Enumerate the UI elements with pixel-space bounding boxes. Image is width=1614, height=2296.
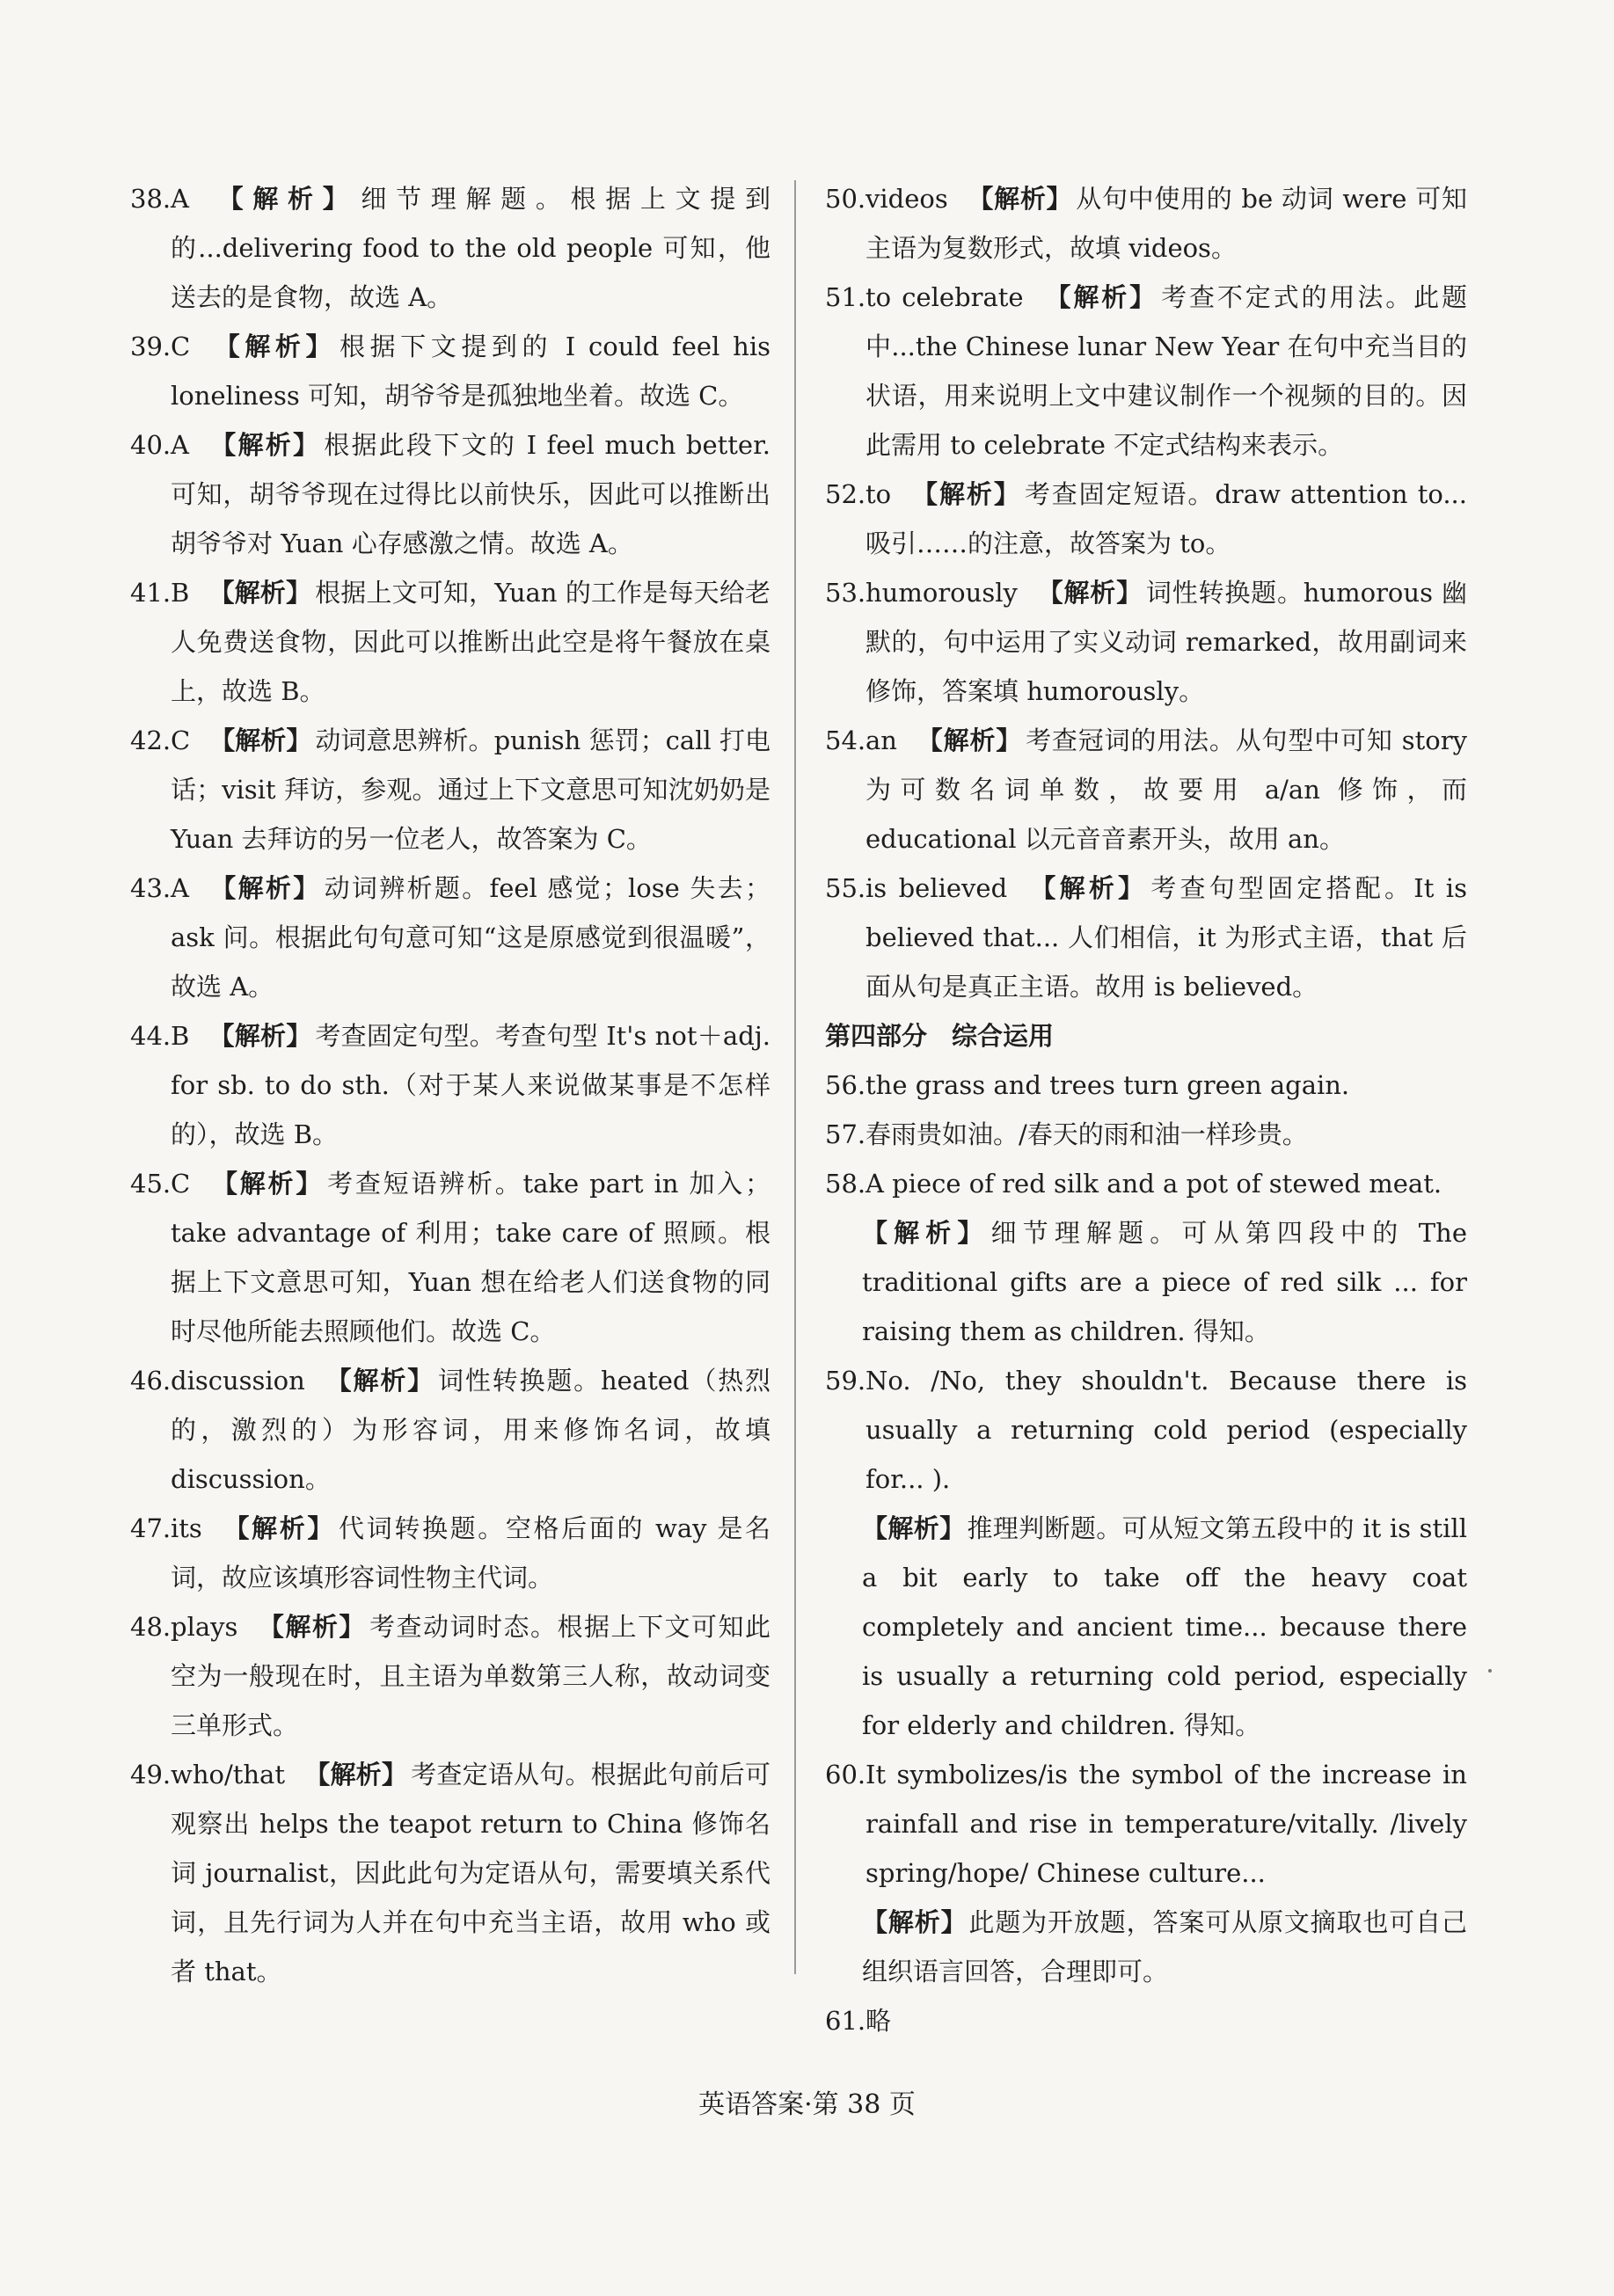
answer-item-54 <box>825 716 1467 864</box>
analysis-tag: 【解析】 <box>208 1021 312 1051</box>
explanation: 代词转换题。空格后面的 way 是名词，故应该填形容词性物主代词。 <box>171 1513 770 1593</box>
item-number: 43. <box>130 873 172 903</box>
answer: C <box>171 725 191 755</box>
analysis-tag: 【解析】 <box>304 1760 408 1789</box>
item-number: 38. <box>130 184 172 214</box>
answer: A <box>171 184 189 214</box>
item-number: 61. <box>825 2006 866 2036</box>
item-number: 52. <box>825 479 866 509</box>
explanation: 考查固定句型。考查句型 It's not＋adj. for sb. to do sth.（对于某人来说做某事是不怎样的），故选 B。 <box>171 1021 770 1149</box>
column-divider <box>794 180 796 1974</box>
answer-item-56 <box>825 1061 1467 1110</box>
analysis-tag: 【解析】 <box>208 578 312 608</box>
analysis-59 <box>825 1504 1467 1750</box>
analysis-tag: 【解析】 <box>209 1169 325 1199</box>
explanation: 根据上文可知，Yuan 的工作是每天给老人免费送食物，因此可以推断出此空是将午餐放在桌上，故选 B。 <box>171 578 770 706</box>
answer-item-52 <box>825 470 1467 568</box>
item-number: 59. <box>825 1366 866 1396</box>
explanation: 考查句型固定搭配。It is believed that... 人们相信，it 为形式主语，that 后面从句是真正主语。故用 is believed。 <box>865 873 1467 1002</box>
answer: C <box>171 332 191 361</box>
explanation: 从句中使用的 be 动词 were 可知主语为复数形式，故填 videos。 <box>865 184 1467 263</box>
answer-item-40 <box>130 420 770 568</box>
page-footer <box>0 2082 1614 2121</box>
explanation: 词性转换题。humorous 幽默的，句中运用了实义动词 remarked，故用副词来修饰，答案填 humorously。 <box>865 578 1467 706</box>
item-number: 42. <box>130 725 172 755</box>
answer: its <box>171 1513 202 1543</box>
answer: B <box>171 578 190 608</box>
explanation: 根据下文提到的 I could feel his loneliness 可知，胡爷爷是孤独地坐着。故选 C。 <box>171 332 770 411</box>
item-number: 50. <box>825 184 866 214</box>
analysis-tag: 【解析】 <box>1036 578 1143 608</box>
item-number: 51. <box>825 282 866 312</box>
item-number: 48. <box>130 1612 172 1642</box>
analysis-tag: 【解析】 <box>209 332 337 361</box>
answer-item-47 <box>130 1504 770 1602</box>
explanation: 考查动词时态。根据上下文可知此空为一般现在时，且主语为单数第三人称，故动词变三单形式。 <box>171 1612 770 1740</box>
scan-dot <box>1488 1669 1492 1673</box>
explanation: 推理判断题。可从短文第五段中的 it is still a bit early to take off the heavy coat completely and ancient time... because there is usually a returning cold period, especially for elderly and children. 得知。 <box>862 1513 1467 1740</box>
answer: B <box>171 1021 190 1051</box>
answer-item-50 <box>825 174 1467 273</box>
answer: the grass and trees turn green again. <box>865 1070 1350 1100</box>
item-number: 60. <box>825 1760 866 1789</box>
item-number: 41. <box>130 578 172 608</box>
answer: plays <box>171 1612 238 1642</box>
explanation: 细节理解题。可从第四段中的 The traditional gifts are a piece of red silk ... for raising them as children. 得知。 <box>862 1218 1467 1346</box>
item-number: 56. <box>825 1070 866 1100</box>
explanation: 考查固定短语。draw attention to... 吸引……的注意，故答案为 to。 <box>865 479 1467 558</box>
answer: 春雨贵如油。/春天的雨和油一样珍贵。 <box>865 1119 1308 1149</box>
analysis-tag: 【解析】 <box>208 184 358 214</box>
answer: is believed <box>865 873 1008 903</box>
item-number: 57. <box>825 1119 866 1149</box>
left-column <box>130 174 770 1996</box>
analysis-tag: 【解析】 <box>221 1513 336 1543</box>
answer: who/that <box>171 1760 286 1789</box>
answer-item-49 <box>130 1750 770 1996</box>
answer-item-55 <box>825 864 1467 1011</box>
analysis-tag: 【解析】 <box>916 725 1023 755</box>
answer-item-48 <box>130 1602 770 1750</box>
analysis-tag: 【解析】 <box>257 1612 366 1642</box>
footer-separator: · <box>804 2089 813 2120</box>
item-number: 44. <box>130 1021 172 1051</box>
answer-item-58 <box>825 1159 1467 1208</box>
item-number: 47. <box>130 1513 172 1543</box>
analysis-tag: 【解析】 <box>862 1907 968 1937</box>
answer-item-59 <box>825 1356 1467 1504</box>
footer-page-number: 第 38 页 <box>812 2089 916 2120</box>
item-number: 40. <box>130 430 172 460</box>
item-number: 53. <box>825 578 866 608</box>
answer: discussion <box>171 1366 305 1396</box>
section-part: 第四部分 <box>825 1021 928 1051</box>
answer-item-42 <box>130 716 770 864</box>
item-number: 45. <box>130 1169 172 1199</box>
explanation: 动词意思辨析。punish 惩罚；call 打电话；visit 拜访，参观。通过上下文意思可知沈奶奶是 Yuan 去拜访的另一位老人，故答案为 C。 <box>171 725 770 854</box>
explanation: 词性转换题。heated（热烈的，激烈的）为形容词，用来修饰名词，故填 discussion。 <box>171 1366 770 1494</box>
analysis-tag: 【解析】 <box>208 430 321 460</box>
answer: 略 <box>865 2006 892 2036</box>
answer-item-57 <box>825 1110 1467 1159</box>
analysis-tag: 【解析】 <box>862 1513 966 1543</box>
analysis-tag: 【解析】 <box>208 873 321 903</box>
answer: videos <box>865 184 948 214</box>
analysis-60 <box>825 1898 1467 1996</box>
answer: A <box>171 873 189 903</box>
answer: to <box>865 479 892 509</box>
section-heading <box>825 1011 1467 1061</box>
item-number: 54. <box>825 725 866 755</box>
right-column <box>825 174 1467 2045</box>
answer-item-38 <box>130 174 770 322</box>
answer-item-46 <box>130 1356 770 1504</box>
answer-item-45 <box>130 1159 770 1356</box>
answer: A piece of red silk and a pot of stewed meat. <box>865 1169 1442 1199</box>
explanation: 此题为开放题，答案可从原文摘取也可自己组织语言回答，合理即可。 <box>862 1907 1467 1986</box>
answer: humorously <box>865 578 1018 608</box>
answer-item-60 <box>825 1750 1467 1898</box>
analysis-tag: 【解析】 <box>209 725 312 755</box>
analysis-tag: 【解析】 <box>1042 282 1158 312</box>
answer-item-41 <box>130 568 770 716</box>
answer-item-44 <box>130 1011 770 1159</box>
answer-item-43 <box>130 864 770 1011</box>
analysis-tag: 【解析】 <box>324 1366 435 1396</box>
analysis-tag: 【解析】 <box>862 1218 990 1248</box>
section-title: 综合运用 <box>952 1021 1055 1051</box>
answer-item-61 <box>825 1996 1467 2045</box>
answer: It symbolizes/is the symbol of the increase in rainfall and rise in temperature/vitally. /lively spring/hope/ Chinese culture... <box>865 1760 1467 1888</box>
item-number: 39. <box>130 332 172 361</box>
explanation: 考查冠词的用法。从句型中可知 story 为可数名词单数，故要用 a/an 修饰，而 educational 以元音音素开头，故用 an。 <box>865 725 1467 854</box>
explanation: 动词辨析题。feel 感觉；lose 失去；ask 问。根据此句句意可知“这是原感觉到很温暖”，故选 A。 <box>171 873 770 1002</box>
answer: A <box>171 430 189 460</box>
item-number: 58. <box>825 1169 866 1199</box>
explanation: 考查定语从句。根据此句前后可观察出 helps the teapot return to China 修饰名词 journalist，因此此句为定语从句，需要填关系代词，且先行词为人并在句中充当主语，故用 who 或者 that。 <box>171 1760 770 1986</box>
item-number: 46. <box>130 1366 172 1396</box>
answer-item-51 <box>825 273 1467 470</box>
answer: C <box>171 1169 191 1199</box>
analysis-tag: 【解析】 <box>967 184 1073 214</box>
answer-item-39 <box>130 322 770 420</box>
explanation: 细节理解题。根据上文提到的...delivering food to the old people 可知，他送去的是食物，故选 A。 <box>171 184 770 312</box>
answer: to celebrate <box>865 282 1024 312</box>
answer: No. /No, they shouldn't. Because there is usually a returning cold period (especially for... ). <box>865 1366 1467 1494</box>
analysis-58 <box>825 1208 1467 1356</box>
analysis-tag: 【解析】 <box>1026 873 1148 903</box>
explanation: 根据此段下文的 I feel much better. 可知，胡爷爷现在过得比以前快乐，因此可以推断出胡爷爷对 Yuan 心存感激之情。故选 A。 <box>171 430 770 558</box>
answer: an <box>865 725 897 755</box>
explanation: 考查不定式的用法。此题中...the Chinese lunar New Year 在句中充当目的状语，用来说明上文中建议制作一个视频的目的。因此需用 to celebrate 不定式结构来表示。 <box>865 282 1467 460</box>
footer-subject: 英语答案 <box>698 2089 805 2120</box>
analysis-tag: 【解析】 <box>910 479 1021 509</box>
answer-item-53 <box>825 568 1467 716</box>
explanation: 考查短语辨析。take part in 加入；take advantage of 利用；take care of 照顾。根据上下文意思可知，Yuan 想在给老人们送食物的同时尽他所能去照顾他们。故选 C。 <box>171 1169 770 1346</box>
item-number: 55. <box>825 873 866 903</box>
item-number: 49. <box>130 1760 172 1789</box>
